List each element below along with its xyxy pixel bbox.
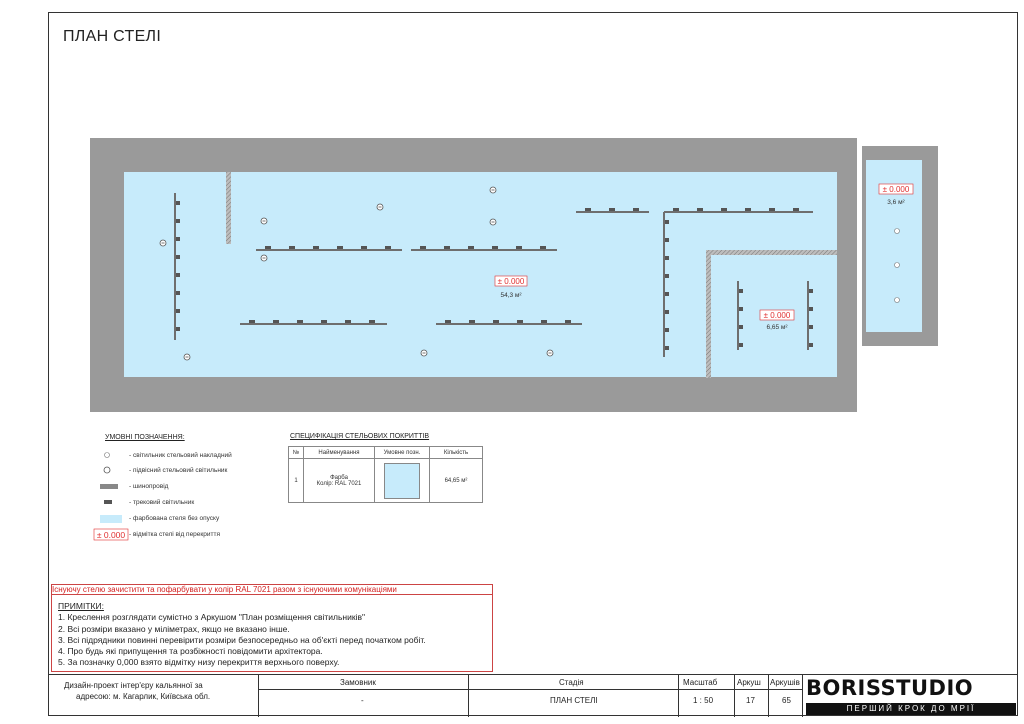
track-light [176,291,180,295]
legend-item: - трековий світильник [129,499,195,506]
track-light [313,246,319,249]
track-light [420,246,426,249]
track-light [793,208,799,211]
track-light [609,208,615,211]
track-light [369,320,375,323]
spec-col-header: Найменування [304,447,375,459]
sheet-value: 17 [746,696,755,705]
track-light [517,320,523,323]
track-light [673,208,679,211]
track-light [249,320,255,323]
page-title: ПЛАН СТЕЛІ [63,28,162,45]
project-line-2: адресою: м. Кагарлик, Київська обл. [76,692,211,701]
track-light [516,246,522,249]
small-elevation: ± 0.000 [763,311,791,320]
spec-cell: Фарба Колір: RAL 7021 [304,459,375,503]
spec-cell: 64,65 м² [430,459,483,503]
main-area: 54,3 м² [500,292,522,299]
track-light [697,208,703,211]
legend-elev-sample: ± 0.000 [96,530,126,540]
track-light [176,219,180,223]
surface-light-icon [105,453,110,458]
track-light [665,220,669,224]
spec-heading: СПЕЦИФІКАЦІЯ СТЕЛЬОВИХ ПОКРИТТІВ [290,433,430,440]
track-light [541,320,547,323]
small-room-wall-top [706,250,837,255]
notes-heading: ПРИМІТКИ: [58,601,104,611]
track-light [176,237,180,241]
track-light [289,246,295,249]
surface-light [895,229,900,234]
painted-ceiling-swatch [100,515,122,523]
side-elevation: ± 0.000 [882,185,910,194]
partition-wall [226,172,231,244]
spec-cell: 1 [289,459,304,503]
track-light [565,320,571,323]
stage-label: Стадія [559,678,584,687]
surface-light [895,263,900,268]
track-light [540,246,546,249]
track-light [493,320,499,323]
track-light [492,246,498,249]
note-line: 3. Всі підрядники повинні перевірити розміри безпосередньо на об'єкті перед початком робіт. [58,635,426,645]
spec-col-header: Умовне позн. [375,447,430,459]
spec-swatch [384,463,420,499]
spec-swatch-cell [375,459,430,503]
track-light [809,325,813,329]
note-line: 4. Про будь які припущення та розбіжності повідомити архітектора. [58,646,323,656]
studio-logo: BORISSTUDIO [806,676,974,700]
track-light [385,246,391,249]
track-light [665,274,669,278]
small-room-wall-left [706,250,711,378]
track-light [297,320,303,323]
track-light [321,320,327,323]
stage-value: ПЛАН СТЕЛІ [550,696,598,705]
surface-light [895,298,900,303]
track-light [739,307,743,311]
track-light [176,309,180,313]
track-light [273,320,279,323]
legend-item: - шинопровід [129,483,169,490]
track-light [345,320,351,323]
note-line: 2. Всі розміри вказано у міліметрах, якщо не вказано інше. [58,624,290,634]
spec-col-header: № [289,447,304,459]
project-line-1: Дизайн-проект інтер'єру кальянної за [64,681,203,690]
sheets-value: 65 [782,696,791,705]
note-line: 1. Креслення розглядати сумістно з Аркушом "План розміщення світильників" [58,612,366,622]
track-light [665,328,669,332]
spec-table [288,446,483,503]
client-label: Замовник [340,678,376,687]
track-light [176,273,180,277]
note-line: 5. За позначку 0,000 взято відмітку низу перекриття верхнього поверху. [58,657,340,667]
legend-item: - світильник стельовий накладний [129,452,232,459]
main-elevation: ± 0.000 [497,277,525,286]
spec-col-header: Кількість [430,447,483,459]
track-light [176,255,180,259]
side-area: 3,6 м² [887,199,905,206]
track-light [445,320,451,323]
track-light [665,346,669,350]
track-light [745,208,751,211]
busbar-icon [100,484,118,489]
track-light [176,201,180,205]
client-value: - [361,696,364,705]
track-light [665,256,669,260]
track-light [809,343,813,347]
track-light [585,208,591,211]
track-light [361,246,367,249]
track-light [265,246,271,249]
track-light [721,208,727,211]
track-light [739,289,743,293]
scale-label: Масштаб [683,678,718,687]
track-light [809,307,813,311]
sheets-label: Аркушів [770,678,800,687]
track-light-icon [104,500,112,504]
legend-item: - відмітка стелі від перекриття [129,531,220,538]
notes-warning: Існуючу стелю зачистити та пофарбувати у колір RAL 7021 разом з існуючими комунікаціями [52,585,397,594]
track-light [769,208,775,211]
track-light [444,246,450,249]
track-light [633,208,639,211]
pendant-light-icon [104,467,110,473]
track-light [468,246,474,249]
track-light [176,327,180,331]
studio-slogan: ПЕРШИЙ КРОК ДО МРІЇ [806,703,1016,715]
small-area: 6,65 м² [766,324,788,331]
track-light [665,238,669,242]
legend-heading: УМОВНІ ПОЗНАЧЕННЯ: [105,434,185,441]
track-light [665,310,669,314]
track-light [739,343,743,347]
legend-item: - підвісний стельовий світильник [129,467,228,474]
legend-item: - фарбована стеля без опуску [129,515,220,522]
track-light [469,320,475,323]
track-light [809,289,813,293]
track-light [665,292,669,296]
track-light [337,246,343,249]
track-light [739,325,743,329]
scale-value: 1 : 50 [693,696,714,705]
sheet-label: Аркуш [737,678,761,687]
